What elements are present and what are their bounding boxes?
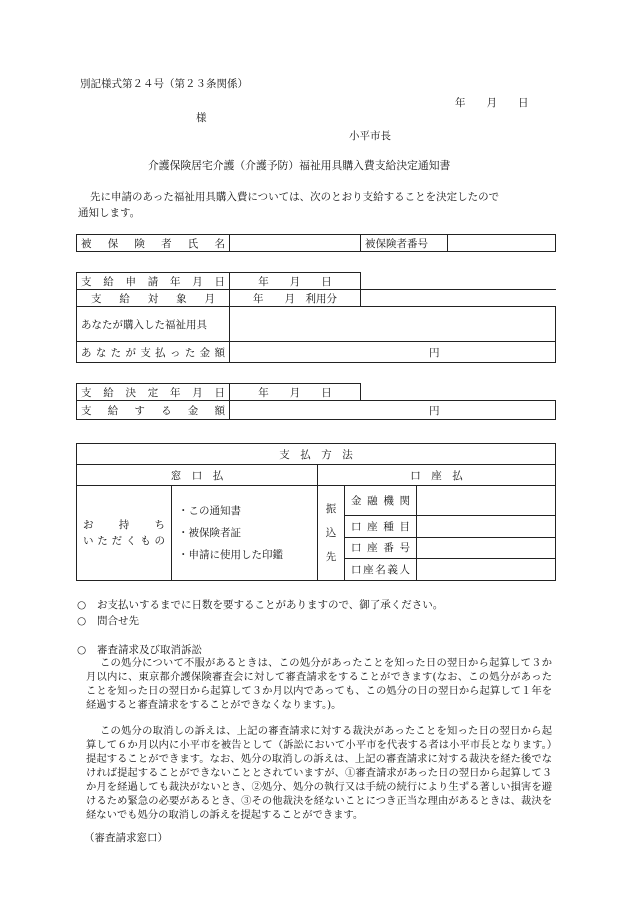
review-heading-text: 審査請求及び取消訴訟 <box>97 644 202 656</box>
application-table <box>76 272 556 363</box>
decision-table <box>76 383 556 420</box>
form-id: 別記様式第２４号（第２３条関係） <box>80 78 248 90</box>
date-line: 年 月 日 <box>455 97 529 109</box>
transfer-destination-label <box>318 486 345 581</box>
payment-amount-unit: 円 <box>429 404 440 417</box>
target-month-field[interactable]: 年 月 利用分 <box>230 290 361 307</box>
bank-name-label: 金融機関 <box>345 486 417 516</box>
paid-amount-label: あなたが支払った金額 <box>77 342 230 363</box>
payment-method-table <box>76 443 556 581</box>
note-contact-text: 問合せ先 <box>97 615 139 627</box>
payment-amount-label: 支給する金額 <box>77 401 230 420</box>
review-paragraph-2 <box>86 724 552 822</box>
review-paragraph-1 <box>86 656 552 712</box>
issuer-name: 小平市長 <box>349 130 391 142</box>
window-payment-label: 窓 口 払 <box>77 465 318 486</box>
account-type-label: 口座種目 <box>345 515 417 537</box>
note-payment-delay-text: お支払いするまでに日数を要することがありますので、御了承ください。 <box>97 599 444 611</box>
review-paragraph-2-text: この処分の取消しの訴えは、上記の審査請求に対する裁決があったことを知った日の翌日から起算して６か月以内に小平市を被告として（訴訟において小平市を代表する者は小平市長となります。）提起することができます。なお、処分の取消しの訴えは、上記の審査請求に対する裁決を経た後でなければ提起することができないこととされていますが、①審査請求があった日の翌日から起算して３か月を経過しても裁決がないとき、②処分、処分の執行又は手続の続行により生ずる著しい損害を避けるため緊急の必要があるとき、③その他裁決を経ないことにつき正当な理由があるときは、裁決を経ないでも処分の取消しの訴えを提起することができます。 <box>86 725 552 821</box>
bank-name-field[interactable] <box>417 486 556 516</box>
payment-method-heading: 支 払 方 法 <box>77 444 556 465</box>
blank-cell <box>361 384 556 401</box>
insured-name-label: 被保険者氏名 <box>77 235 230 252</box>
review-heading <box>77 642 202 657</box>
account-holder-label: 口座名義人 <box>345 559 417 581</box>
blank-cell <box>361 290 556 307</box>
note-payment-delay <box>77 597 443 612</box>
items-to-bring-label-line2: いただくもの <box>83 535 165 547</box>
circle-bullet-icon: ○ <box>77 644 87 656</box>
document-title: 介護保険居宅介護（介護予防）福祉用具購入費支給決定通知書 <box>148 159 451 172</box>
bring-item-seal: ・申請に使用した印鑑 <box>178 549 283 561</box>
bring-item-notice: ・この通知書 <box>178 505 241 517</box>
intro-line-1: 先に申請のあった福祉用具購入費については、次のとおり支給することを決定したので <box>90 191 500 203</box>
transfer-label-char-1: 振 <box>325 503 337 515</box>
items-to-bring-label-line1: お 持 ち <box>83 519 165 531</box>
account-number-label: 口座番号 <box>345 537 417 559</box>
intro-line-2: 通知します。 <box>78 207 141 219</box>
insured-number-label: 被保険者番号 <box>361 235 448 252</box>
items-to-bring-label <box>77 486 172 581</box>
items-to-bring-list <box>172 486 318 581</box>
decision-date-field[interactable]: 年 月 日 <box>230 384 361 401</box>
target-month-label: 支給対象月 <box>77 290 230 307</box>
account-payment-label: 口 座 払 <box>318 465 556 486</box>
application-date-label: 支給申請年月日 <box>77 273 230 290</box>
insured-table <box>76 234 556 252</box>
transfer-label-char-3: 先 <box>325 551 337 563</box>
review-window: （審査請求窓口） <box>84 832 168 844</box>
insured-number-field[interactable] <box>448 235 556 252</box>
application-date-field[interactable]: 年 月 日 <box>230 273 361 290</box>
paid-amount-unit: 円 <box>429 346 440 359</box>
account-holder-field[interactable] <box>417 559 556 581</box>
review-paragraph-1-text: この処分について不服があるときは、この処分があったことを知った日の翌日から起算して３か月以内に、東京都介護保険審査会に対して審査請求をすることができます(なお、この処分があったことを知った日の翌日から起算して３か月以内であっても、この処分の日の翌日から起算して１年を経過すると審査請求をすることができなくなります。)。 <box>86 657 552 711</box>
insured-name-field[interactable] <box>230 235 361 252</box>
account-number-field[interactable] <box>417 537 556 559</box>
paid-amount-field[interactable] <box>230 342 556 363</box>
account-type-field[interactable] <box>417 515 556 537</box>
payment-amount-field[interactable] <box>230 401 556 420</box>
circle-bullet-icon: ○ <box>77 599 87 611</box>
circle-bullet-icon: ○ <box>77 615 87 627</box>
bring-item-insurance-card: ・被保険者証 <box>178 527 241 539</box>
blank-cell <box>361 273 556 290</box>
purchased-items-label: あなたが購入した福祉用具 <box>77 307 230 342</box>
addressee-suffix: 様 <box>196 112 207 124</box>
transfer-label-char-2: 込 <box>325 527 337 539</box>
decision-date-label: 支給決定年月日 <box>77 384 230 401</box>
purchased-items-field[interactable] <box>230 307 556 342</box>
note-contact <box>77 613 139 628</box>
